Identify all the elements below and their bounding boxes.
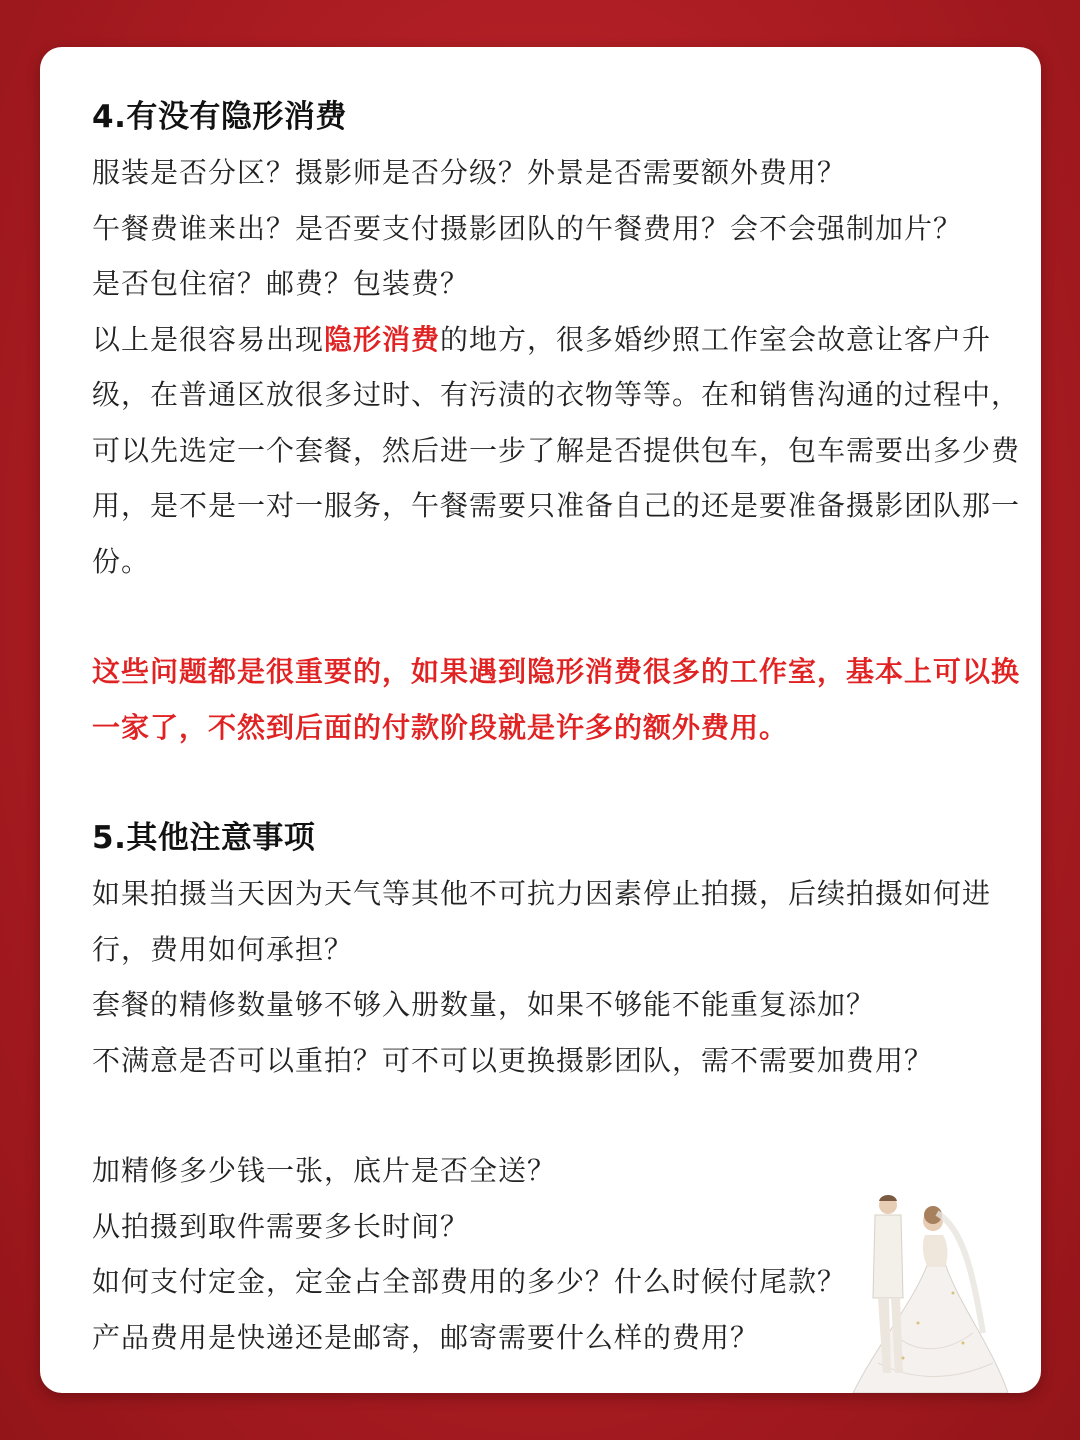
question-line: 从拍摄到取件需要多长时间？ [92, 1209, 470, 1243]
content-card [40, 47, 1041, 1393]
question-line: 如果拍摄当天因为天气等其他不可抗力因素停止拍摄，后续拍摄如何进行，费用如何承担？ [92, 877, 992, 966]
question-line: 是否包住宿？邮费？包装费？ [92, 267, 470, 300]
spacer [92, 755, 1022, 810]
question-line: 午餐费谁来出？是否要支付摄影团队的午餐费用？会不会强制加片？ [92, 211, 963, 245]
highlight-text: 隐形消费 [324, 322, 441, 356]
spacer [92, 589, 1022, 644]
question-line: 套餐的精修数量够不够入册数量，如果不够能不能重复添加？ [92, 988, 876, 1021]
article-body [92, 89, 1022, 1365]
warning-paragraph: 这些问题都是很重要的，如果遇到隐形消费很多的工作室，基本上可以换一家了，不然到后面的付款阶段就是许多的额外费用。 [92, 655, 1021, 744]
section-5-heading: 5.其他注意事项 [92, 820, 316, 856]
question-line: 产品费用是快递还是邮寄，邮寄需要什么样的费用？ [92, 1320, 760, 1354]
bride-groom-illustration [833, 1183, 1023, 1393]
spacer [92, 1088, 1022, 1143]
paragraph-text: 的地方，很多婚纱照工作室会故意让客户升级，在普通区放很多过时、有污渍的衣物等等。在和销售沟通的过程中，可以先选定一个套餐，然后进一步了解是否提供包车，包车需要出多少费用，是不是一对一服务，午餐需要只准备自己的还是要准备摄影团队那一份。 [92, 322, 1021, 578]
question-line: 如何支付定金，定金占全部费用的多少？什么时候付尾款？ [92, 1265, 847, 1298]
paragraph-text: 以上是很容易出现 [92, 322, 325, 356]
explanation-paragraph [92, 312, 1022, 590]
section-4-heading: 4.有没有隐形消费 [92, 99, 347, 135]
question-line: 服装是否分区？摄影师是否分级？外景是否需要额外费用？ [92, 156, 847, 189]
question-line: 不满意是否可以重拍？可不可以更换摄影团队，需不需要加费用？ [92, 1043, 934, 1077]
question-line: 加精修多少钱一张，底片是否全送？ [92, 1154, 557, 1187]
